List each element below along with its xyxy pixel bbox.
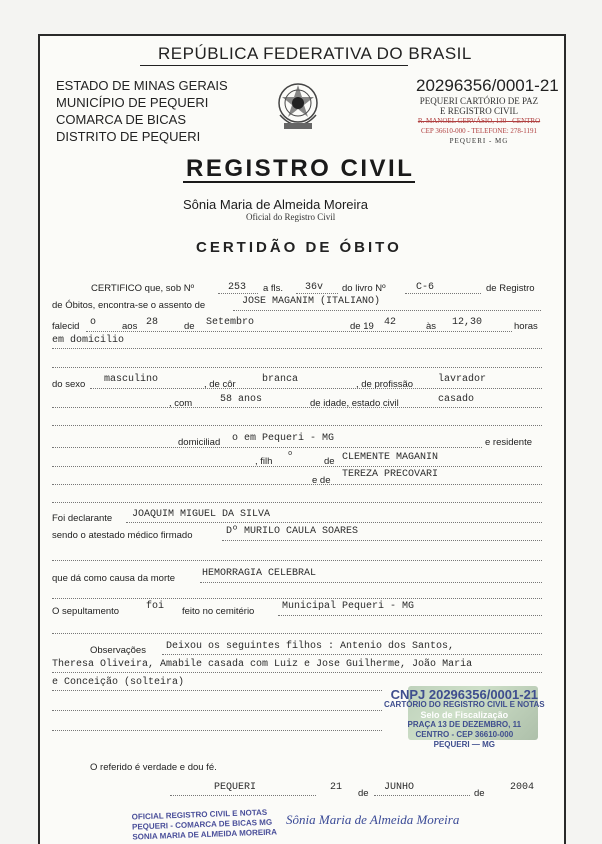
value-hora: 12,30: [452, 317, 483, 328]
label-observacoes: Observações: [90, 645, 146, 656]
stamp-bottom-line2: PEQUERI - COMARCA DE BICAS MG: [131, 817, 273, 832]
label-falecid: falecid: [52, 321, 80, 332]
stamp-cep: CENTRO - CEP 36610-000: [415, 730, 514, 739]
value-sepultamento: foi: [146, 601, 165, 612]
value-nome: JOSE MAGANIM (ITALIANO): [242, 296, 381, 307]
office-contact: CEP 36610-000 - TELEFONE: 278-1191: [420, 127, 537, 135]
value-declarante: JOAQUIM MIGUEL DA SILVA: [132, 509, 271, 520]
office-info: [413, 96, 545, 146]
value-livro: C-6: [416, 282, 435, 293]
label-causa: que dá como causa da morte: [52, 573, 176, 584]
label-aos: aos: [122, 321, 138, 332]
label-feito: feito no cemitério: [182, 606, 255, 617]
value-mae: TEREZA PRECOVARI: [342, 469, 439, 480]
label-de-pai: de: [324, 456, 335, 467]
label-sexo: do sexo: [52, 379, 86, 390]
label-domiciliad: domiciliad: [178, 437, 221, 448]
value-obs-line3: e Conceição (solteira): [52, 677, 185, 688]
label-fls: a fls.: [263, 283, 284, 294]
value-cor: branca: [262, 374, 299, 385]
closing-statement: O referido é verdade e dou fé.: [90, 762, 217, 773]
value-sexo: masculino: [104, 374, 159, 385]
stamp-cnpj: CNPJ 20296356/0001-21: [390, 687, 539, 702]
stamp-cartorio: CARTÓRIO DO REGISTRO CIVIL E NOTAS: [384, 700, 545, 709]
label-de: de: [184, 321, 195, 332]
label-de19: de 19: [350, 321, 374, 332]
value-ano: 42: [384, 317, 397, 328]
office-city: PEQUERI - MG: [449, 137, 509, 145]
value-estado-civil: casado: [438, 394, 475, 405]
value-pai: CLEMENTE MAGANIN: [342, 452, 439, 463]
value-numero: 253: [228, 282, 247, 293]
cnpj-number: 20296356/0001-21: [416, 76, 559, 95]
stamp-selo: Selo de Fiscalização: [420, 710, 509, 720]
value-obs-line1: Deixou os seguintes filhos : Antenio dos Santos,: [166, 641, 455, 652]
value-local: em domicilio: [52, 335, 125, 346]
district-line: DISTRITO DE PEQUERI: [56, 129, 201, 144]
registry-underline: [183, 181, 415, 183]
label-atestado: sendo o atestado médico firmado: [52, 530, 193, 541]
label-e-de: e de: [312, 475, 331, 486]
office-name-line1: PEQUERI CARTÓRIO DE PAZ: [419, 96, 539, 106]
officer-name: Sônia Maria de Almeida Moreira: [183, 197, 368, 212]
value-data-dia: 21: [330, 782, 343, 793]
label-de-date1: de: [358, 788, 369, 799]
value-medico: Dº MURILO CAULA SOARES: [226, 526, 359, 537]
jurisdiction-block: [56, 77, 228, 145]
registry-title: REGISTRO CIVIL: [186, 155, 415, 182]
stamp-bottom-line1: OFICIAL REGISTRO CIVIL E NOTAS: [131, 807, 268, 822]
republic-heading: REPÚBLICA FEDERATIVA DO BRASIL: [158, 44, 472, 63]
state-line: ESTADO DE MINAS GERAIS: [56, 78, 228, 93]
value-profissao: lavrador: [438, 374, 487, 385]
value-data-ano: 2004: [510, 782, 535, 793]
value-dia: 28: [146, 317, 159, 328]
label-declarante: Foi declarante: [52, 513, 113, 524]
county-line: COMARCA DE BICAS: [56, 112, 187, 127]
notary-stamp: [384, 687, 545, 750]
officer-stamp: [132, 807, 278, 842]
label-as: às: [426, 321, 437, 332]
label-cor: , de côr: [204, 379, 236, 390]
label-obitos: de Óbitos, encontra-se o assento de: [52, 300, 206, 311]
label-certifico: CERTIFICO que, sob Nº: [91, 283, 195, 294]
label-profissao: , de profissão: [356, 379, 414, 390]
label-registro: de Registro: [486, 283, 535, 294]
label-com: , com: [169, 398, 193, 409]
stamp-bottom-line3: SONIA MARIA DE ALMEIDA MOREIRA: [132, 827, 278, 842]
label-de-date2: de: [474, 788, 485, 799]
municipality-line: MUNICÍPIO DE PEQUERI: [56, 95, 209, 110]
value-obs-line2: Theresa Oliveira, Amabile casada com Luiz e Jose Guilherme, João Maria: [52, 659, 473, 670]
officer-role: Oficial do Registro Civil: [246, 212, 336, 222]
label-sepultamento: O sepultamento: [52, 606, 120, 617]
value-data-mes: JUNHO: [384, 782, 415, 793]
office-address: R. MANOEL GERVÁSIO, 130 - CENTRO: [417, 117, 541, 125]
label-idade: de idade, estado civil: [310, 398, 399, 409]
republic-underline: [140, 65, 408, 66]
label-horas: horas: [514, 321, 538, 332]
label-filh: , filh: [255, 456, 273, 467]
stamp-city: PEQUERI — MG: [433, 740, 495, 749]
coat-of-arms-icon: [274, 79, 322, 137]
value-falecid-suffix: o: [90, 317, 97, 328]
value-causa: HEMORRAGIA CELEBRAL: [202, 568, 317, 579]
label-residente: e residente: [485, 437, 533, 448]
officer-signature: Sônia Maria de Almeida Moreira: [286, 812, 460, 827]
value-idade: 58 anos: [220, 394, 263, 405]
certificate-title: CERTIDÃO DE ÓBITO: [196, 239, 402, 256]
value-cidade: PEQUERI: [214, 782, 257, 793]
office-name-line2: E REGISTRO CIVIL: [440, 106, 518, 116]
value-domicilio: o em Pequeri - MG: [232, 433, 335, 444]
value-cemiterio: Municipal Pequeri - MG: [282, 601, 415, 612]
value-filh-suffix: o: [288, 450, 293, 458]
stamp-praca: PRAÇA 13 DE DEZEMBRO, 11: [407, 720, 522, 729]
value-mes: Setembro: [206, 317, 255, 328]
value-folhas: 36v: [305, 282, 324, 293]
label-livro: do livro Nº: [342, 283, 386, 294]
